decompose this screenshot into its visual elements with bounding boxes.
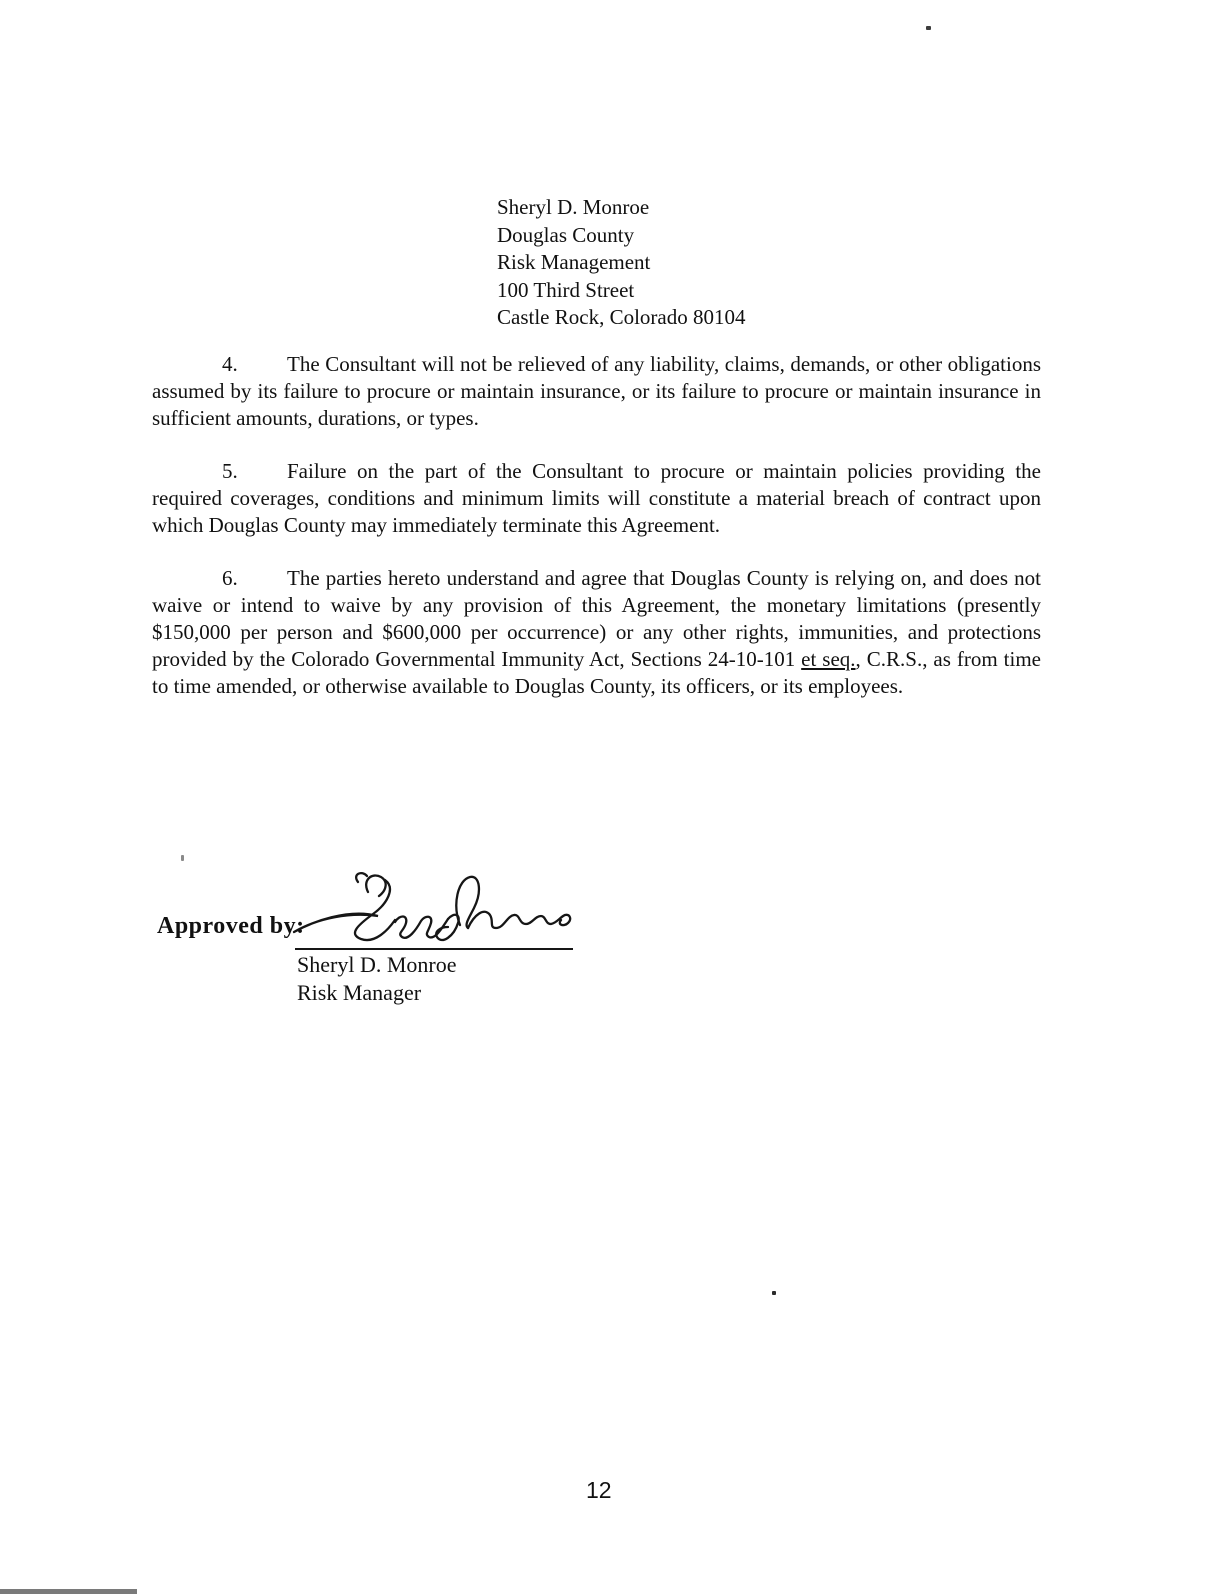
signature-line	[295, 948, 573, 950]
paragraph-4-text: The Consultant will not be relieved of any liability, claims, demands, or other obligations assumed by its failure to procure or maintain insurance, or its failure to procure or maintain insurance in sufficient amounts, durations, or types.	[152, 352, 1041, 430]
address-block	[497, 194, 745, 332]
signatory-title: Risk Manager	[297, 980, 422, 1005]
paragraph-6-text-after: , C.R.S., as from time to time amended, or otherwise available to Douglas County, its officers, or its employees.	[152, 647, 1041, 698]
page-number: 12	[586, 1477, 612, 1503]
scan-edge-bar	[0, 1589, 137, 1594]
handwritten-signature-icon	[288, 870, 578, 952]
address-line-name: Sheryl D. Monroe	[497, 195, 650, 219]
scan-speck-artifact	[181, 855, 184, 861]
paragraph-5-number: 5.	[222, 459, 238, 483]
paragraph-6-citation-et-seq: et seq.	[801, 647, 856, 671]
body-paragraphs	[152, 351, 1041, 726]
address-line-street: 100 Third Street	[497, 277, 635, 302]
scan-speck-artifact	[926, 26, 931, 30]
paragraph-5-text: Failure on the part of the Consultant to procure or maintain policies providing the required coverages, conditions and minimum limits will constitute a material breach of contract upon which Douglas County may immediately terminate this Agreement.	[152, 459, 1041, 537]
signatory-name: Sheryl D. Monroe	[297, 952, 457, 977]
approved-by-label: Approved by:	[157, 913, 305, 939]
paragraph-5	[152, 458, 1041, 539]
address-line-city: Castle Rock, Colorado 80104	[497, 305, 746, 329]
paragraph-4-number: 4.	[222, 352, 238, 376]
address-line-org: Douglas County	[497, 222, 635, 247]
scan-speck-artifact	[772, 1291, 776, 1295]
paragraph-4	[152, 351, 1041, 432]
address-line-dept: Risk Management	[497, 250, 651, 274]
paragraph-6-text-before: The parties hereto understand and agree that Douglas County is relying on, and does not waive or intend to waive by any provision of this Agreement, the monetary limitations (presently $150,000 per person and $600,000 per occurrence) or any other rights, immunities, and protections provided by the Colorado Governmental Immunity Act, Sections 24-10-101	[152, 566, 1041, 671]
paragraph-6	[152, 565, 1041, 700]
paragraph-6-number: 6.	[222, 566, 238, 590]
